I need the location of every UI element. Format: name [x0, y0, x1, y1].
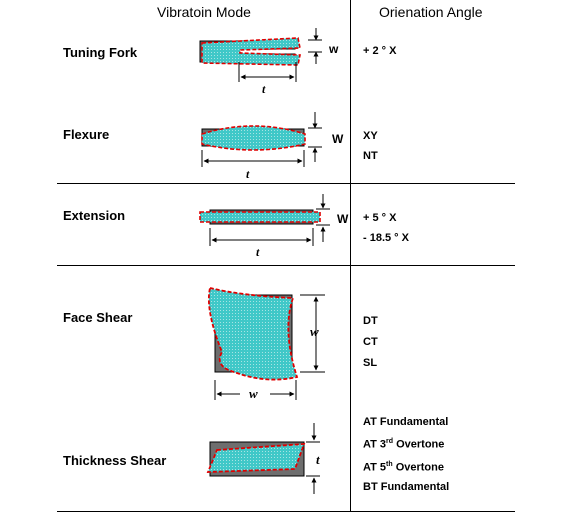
width-label: w [329, 42, 339, 56]
angle-value: + 5 ° X [363, 212, 397, 224]
thickness-label: t [316, 452, 320, 467]
length-label: t [262, 82, 266, 96]
width-label: w [310, 324, 319, 339]
vibration-mode-header: Vibratoin Mode [157, 4, 251, 20]
length-label: t [256, 245, 260, 259]
angle-value: AT 5th Overtone [363, 460, 444, 474]
angle-value: + 2 ° X [363, 45, 397, 57]
mode-label-flexure: Flexure [63, 127, 110, 142]
angle-value: BT Fundamental [363, 481, 450, 494]
angle-value: SL [363, 357, 378, 369]
orientation-angle-header: Orienation Angle [379, 4, 483, 20]
tuning-fork-diagram [200, 28, 339, 96]
angle-value: NT [363, 150, 378, 162]
mode-label-face-shear: Face Shear [63, 310, 133, 325]
angle-value: CT [363, 336, 378, 348]
length-label: t [246, 167, 250, 181]
extension-diagram [200, 194, 349, 259]
angle-value: AT 3rd Overtone [363, 438, 445, 451]
angle-value: AT Fundamental [363, 416, 449, 428]
flexure-diagram [202, 112, 344, 181]
angle-value: XY [363, 130, 378, 142]
thickness-shear-diagram [208, 423, 320, 494]
mode-label-thickness-shear: Thickness Shear [63, 453, 167, 468]
mode-label-extension: Extension [63, 208, 126, 223]
angle-value: DT [363, 315, 378, 327]
width-label: W [332, 132, 344, 146]
face-shear-diagram [209, 288, 325, 401]
width-label: W [337, 212, 349, 226]
angle-value: - 18.5 ° X [363, 232, 409, 244]
length-label: w [249, 386, 258, 401]
mode-label-tuning-fork: Tuning Fork [63, 45, 138, 60]
